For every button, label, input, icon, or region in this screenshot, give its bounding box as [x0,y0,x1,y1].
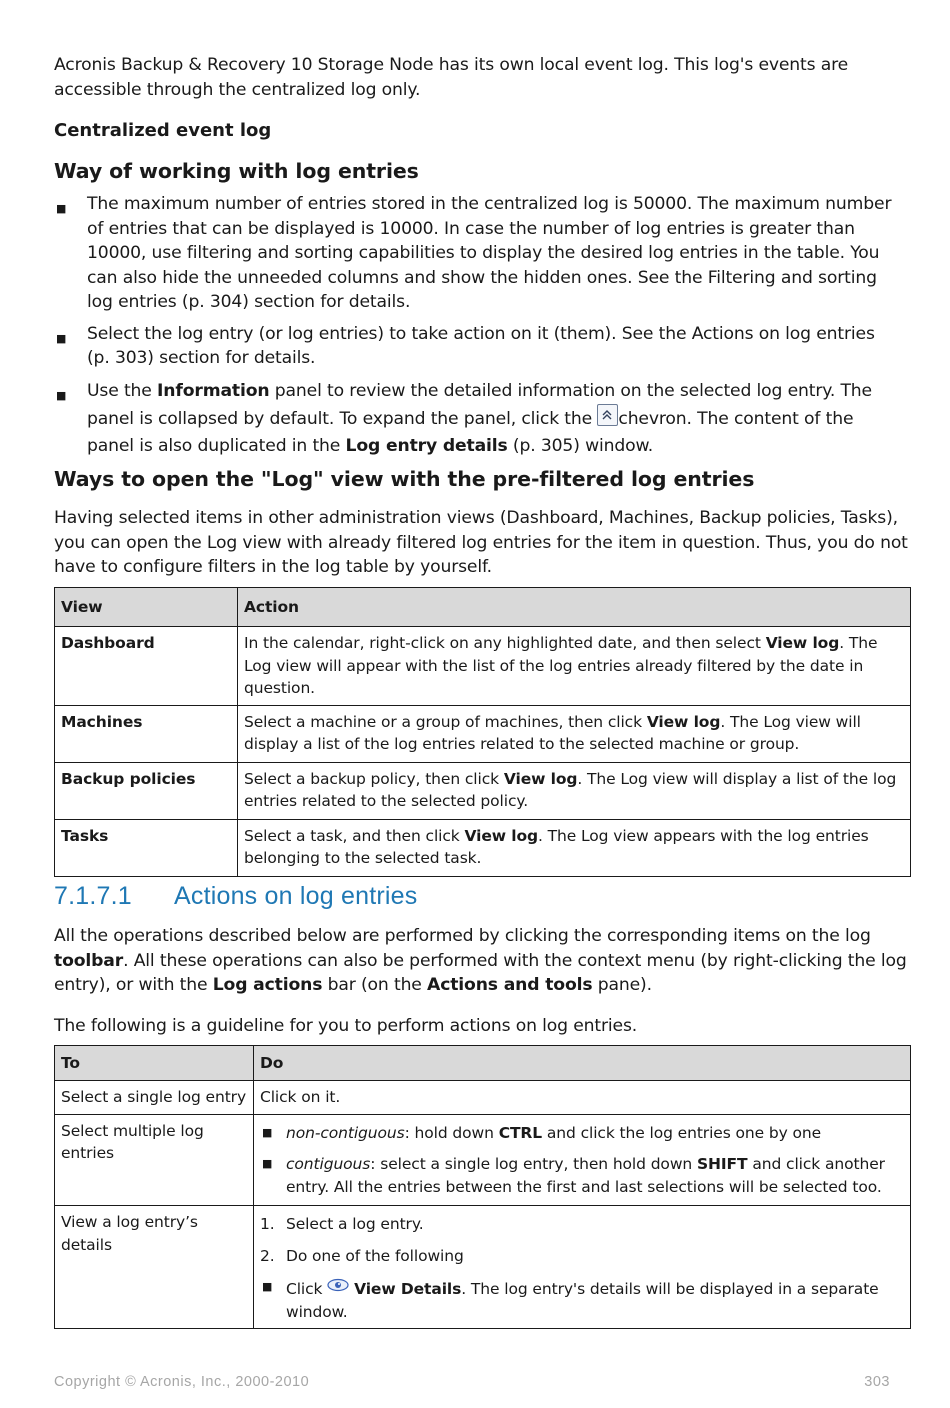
intro-paragraph: Acronis Backup & Recovery 10 Storage Node has its own local event log. This log's events are accessible through the centralized log only. [54,55,849,100]
list-item: ■ Select the log entry (or log entries) to take action on it (them). See the Actions on log entries (p. 303) section for details. [56,323,875,368]
bullet-list [54,192,894,466]
list-item: ■ non-contiguous: hold down CTRL and click the log entries one by one [260,1122,904,1145]
square-bullet-icon: ■ [56,331,67,345]
square-bullet-icon: ■ [56,202,67,215]
operations-paragraph: All the operations described below are performed by clicking the corresponding items on the log toolbar. All these operations can also be performed with the context menu (by right-clicking the log entry), or with the Log actions bar (on the Actions and tools pane). [54,926,907,995]
heading-ways-to-open-log-view: Ways to open the "Log" view with the pre-filtered log entries [54,467,755,491]
table-row [55,762,911,819]
page-footer [54,1374,890,1390]
view-cell: Dashboard [55,627,238,706]
view-cell: Tasks [55,819,238,876]
heading-way-of-working: Way of working with log entries [54,159,419,183]
log-entry-details-link: Log entry details [345,435,508,456]
list-item: ■ Use the Information panel to review the detailed information on the selected log entry. The panel is collapsed by default. To expand the panel, click the chevron. The content of the panel is also duplicated in the Log entry details (p. 305) window. [56,380,872,456]
square-bullet-icon: ■ [262,1280,273,1293]
section-title: Actions on log entries [174,882,418,910]
square-bullet-icon: ■ [262,1125,273,1139]
table-header-row [55,1046,911,1081]
having-paragraph: Having selected items in other administration views (Dashboard, Machines, Backup policies, Tasks), you can open the Log view with already filtered log entries for the item in question. Thus, you do not have to configure filters in the log table by yourself. [54,508,908,577]
information-panel-label: Information [157,380,270,401]
table-row [55,1114,911,1206]
do-cell [254,1206,911,1329]
to-cell: Select multiple log entries [55,1114,254,1206]
view-cell: Machines [55,705,238,762]
section-number: 7.1.7.1 [54,882,132,910]
to-cell: Select a single log entry [55,1081,254,1115]
to-cell: View a log entry’s details [55,1206,254,1329]
list-item: ■ Click View Details. The log entry's details will be displayed in a separate window. [260,1276,904,1323]
views-table [54,587,911,877]
do-cell [254,1114,911,1206]
page-number: 303 [864,1374,890,1390]
column-header-view: View [55,588,238,627]
view-cell: Backup policies [55,762,238,819]
square-bullet-icon: ■ [56,388,67,402]
table-row [55,819,911,876]
action-cell: In the calendar, right-click on any highlighted date, and then select View log. The Log view will appear with the list of the log entries already filtered by the date in question. [238,627,911,706]
column-header-to: To [55,1046,254,1081]
do-cell: Click on it. [254,1081,911,1115]
actions-table [54,1045,911,1329]
action-cell: Select a task, and then click View log. The Log view appears with the log entries belonging to the selected task. [238,819,911,876]
copyright-text: Copyright © Acronis, Inc., 2000-2010 [54,1374,310,1390]
table-header-row [55,588,911,627]
table-row [55,705,911,762]
list-item: 2. Do one of the following [260,1246,464,1265]
table-row [55,1206,911,1329]
double-chevron-up-icon[interactable] [597,404,618,426]
subheading-centralized-event-log: Centralized event log [54,120,272,141]
column-header-action: Action [238,588,911,627]
table-row [55,627,911,706]
table-row [55,1081,911,1115]
column-header-do: Do [254,1046,911,1081]
action-cell: Select a backup policy, then click View log. The Log view will display a list of the log entries related to the selected policy. [238,762,911,819]
section-heading [54,882,417,911]
list-item: ■ contiguous: select a single log entry, then hold down SHIFT and click another entry. All the entries between the first and last selections will be selected too. [262,1155,885,1196]
square-bullet-icon: ■ [262,1157,273,1170]
view-details-label: View Details [354,1280,462,1298]
list-item: 1. Select a log entry. [260,1215,424,1233]
action-cell: Select a machine or a group of machines, then click View log. The Log view will display a list of the log entries related to the selected machine or group. [238,705,911,762]
list-item: ■ The maximum number of entries stored in the centralized log is 50000. The maximum number of entries that can be displayed is 10000. In case the number of log entries is greater than 10000, use filtering and sorting capabilities to display the desired log entries in the table. You can also hide the unneeded columns and show the hidden ones. See the Filtering and sorting log entries (p. 304) section for details. [56,194,892,312]
guideline-paragraph: The following is a guideline for you to perform actions on log entries. [54,1016,638,1036]
eye-icon[interactable] [327,1276,349,1299]
